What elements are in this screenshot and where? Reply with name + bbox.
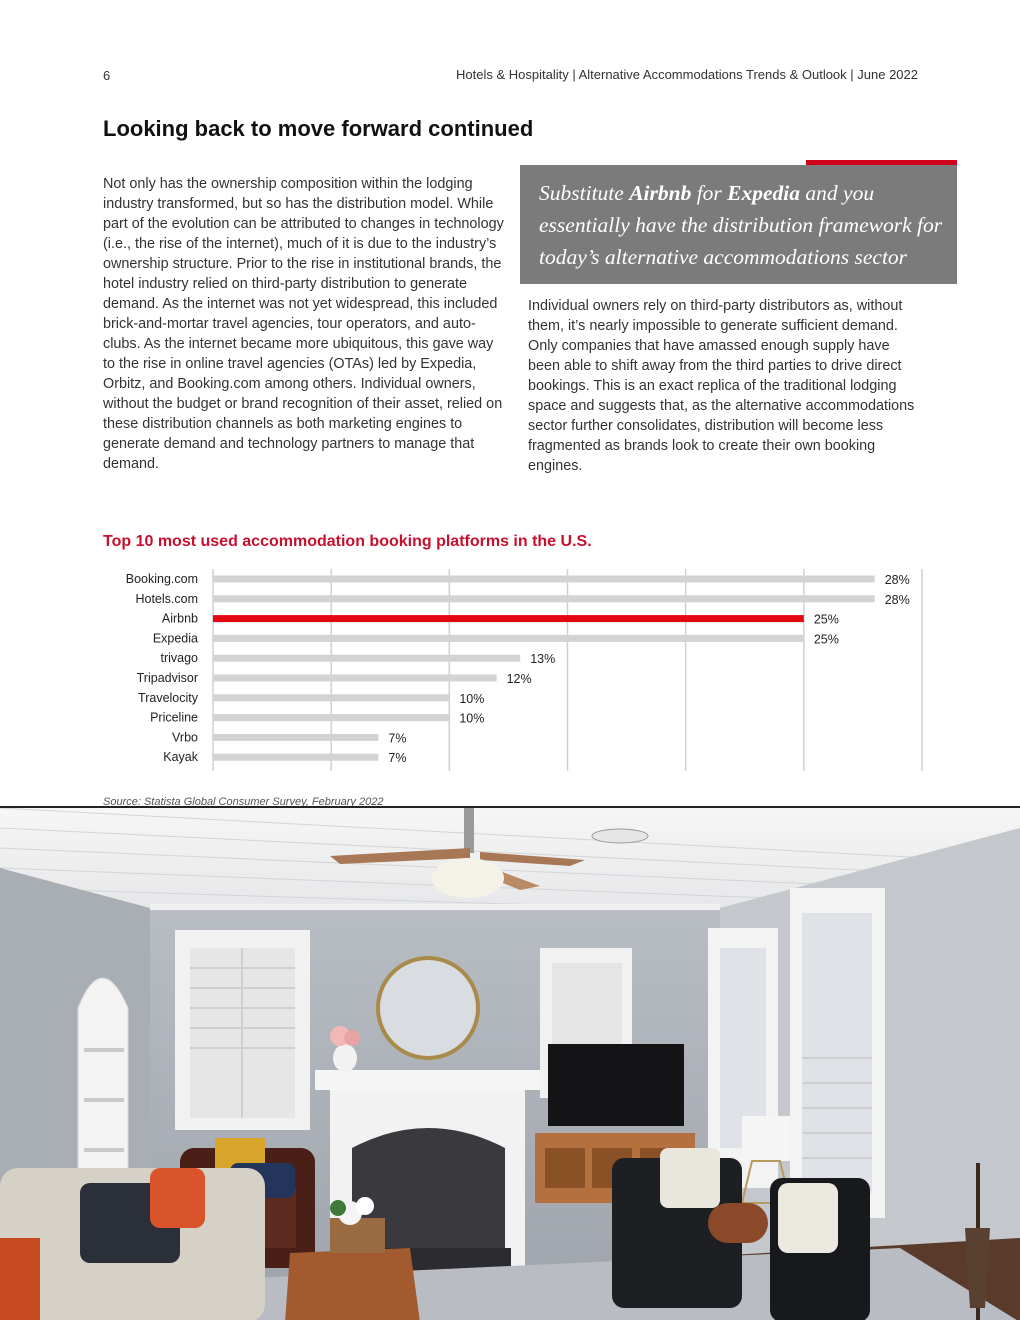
pull-quote-text: Substitute Airbnb for Expedia and you essentially have the distribution framework for today’s alternative accommodations sector [539, 181, 943, 269]
value-label: 13% [530, 652, 556, 667]
bar-travelocity [213, 694, 449, 701]
bar-trivago [213, 655, 520, 662]
category-label: Travelocity [138, 690, 198, 705]
living-room-photo [0, 806, 1020, 1320]
value-label: 10% [459, 711, 485, 726]
category-label: Expedia [152, 631, 198, 646]
value-label: 12% [506, 672, 532, 686]
bar-kayak [213, 754, 378, 761]
category-label: Hotels.com [135, 591, 198, 606]
pull-quote [520, 165, 957, 284]
category-label: Airbnb [161, 611, 198, 626]
category-label: Priceline [150, 710, 198, 725]
pull-quote-brand-expedia: Expedia [727, 181, 801, 205]
category-label: Vrbo [172, 730, 198, 745]
value-label: 7% [388, 751, 407, 766]
bar-tripadvisor [213, 675, 497, 682]
bar-priceline [213, 714, 449, 721]
value-label: 28% [884, 592, 910, 607]
category-label: trivago [160, 651, 198, 666]
body-paragraph-right: Individual owners rely on third-party distributors as, without them, it’s nearly impossible to generate sufficient demand. Only companies that have amassed enough supply have been able to shift away from the third parties to drive direct bookings. This is an exact replica of the traditional lodging space and suggests that, as the alternative accommodations sector further consolidates, distribution will become less fragmented as brands look to create their own booking engines. [528, 298, 915, 474]
value-label: 7% [388, 731, 407, 746]
category-label: Tripadvisor [136, 671, 198, 685]
section-title: Looking back to move forward continued [103, 116, 534, 141]
category-label: Kayak [163, 750, 198, 765]
bar-expedia [213, 635, 804, 642]
living-room-illustration [0, 808, 1020, 1320]
page-number: 6 [103, 68, 111, 83]
running-header: Hotels & Hospitality | Alternative Accommodations Trends & Outlook | June 2022 [456, 67, 918, 82]
bar-booking-com [213, 576, 875, 583]
bar-airbnb [213, 615, 804, 622]
value-label: 25% [813, 632, 839, 647]
bar-hotels-com [213, 595, 875, 602]
value-label: 28% [884, 573, 910, 587]
body-paragraph-left: Not only has the ownership composition within the lodging industry transformed, but so has the distribution model. While part of the evolution can be attributed to changes in technology (i.e., the rise of the internet), much of it is due to the industry’s ownership structure. Prior to the rise in institutional brands, the hotel industry relied on third-party distribution to generate demand. As the internet was not yet widespread, this included brick-and-mortar travel agencies, tour operators, and auto-clubs. As the internet became more ubiquitous, this gave way to the rise in online travel agencies (OTAs) led by Expedia, Orbitz, and Booking.com among others. Individual owners, without the budget or brand recognition of their asset, relied on these distribution channels as both marketing engines to generate demand and technology partners to manage that demand. [103, 176, 504, 472]
bar-vrbo [213, 734, 378, 741]
chart-source: Source: Statista Global Consumer Survey, February 2022 [103, 796, 384, 808]
value-label: 25% [813, 612, 839, 627]
pull-quote-brand-airbnb: Airbnb [629, 181, 692, 205]
bar-chart [0, 562, 1020, 777]
value-label: 10% [459, 691, 485, 706]
chart-title: Top 10 most used accommodation booking platforms in the U.S. [103, 533, 592, 550]
category-label: Booking.com [125, 572, 198, 586]
